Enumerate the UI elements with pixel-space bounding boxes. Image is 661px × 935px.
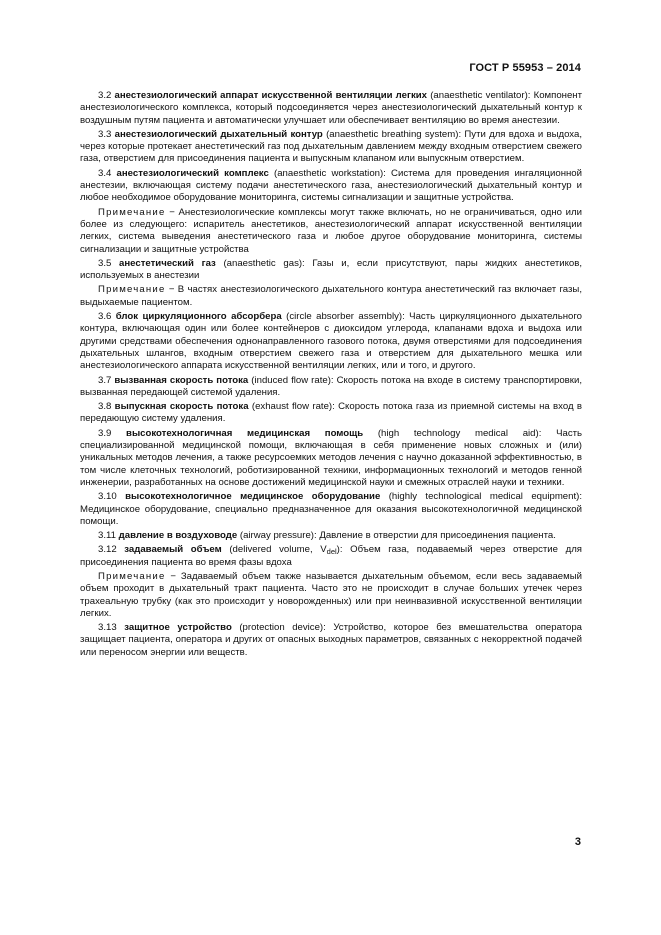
term-english: (highly technological medical equipment): xyxy=(388,491,583,503)
term-name: блок циркуляционного абсорбера xyxy=(115,311,282,323)
term-name: вызванная скорость потока xyxy=(114,374,249,386)
term-english: (exhaust flow rate): xyxy=(251,401,335,413)
term-name: анестезиологический комплекс xyxy=(116,167,269,179)
term-number: 3.9 xyxy=(98,427,112,439)
term-definition: Скорость потока на входе в систему транспортировки, вызванная передающей системой удаления. xyxy=(80,374,582,398)
note-text: − Задаваемый объем также называется дыхательным объемом, если весь задаваемый объем проходит в дыхательный тракт пациента. Часто это не происходит в случае больших утечек через трахеальную трубку (как это происходит у новорожденных) или при неинвазивной искусственной вентиляции легких. xyxy=(80,570,582,619)
document-body xyxy=(80,90,582,661)
note-3-4 xyxy=(80,207,582,256)
term-name: высокотехнологичная медицинская помощь xyxy=(126,427,364,439)
term-name: выпускная скорость потока xyxy=(114,401,249,413)
term-english: (high technology medical aid): xyxy=(377,427,542,439)
term-definition: Устройство, которое без вмешательства оператора защищает пациента, оператора и других от опасных выходных параметров, связанных с некорректной подачей или переносом энергии или веществ. xyxy=(80,622,582,658)
term-number: 3.4 xyxy=(98,167,112,179)
term-name: защитное устройство xyxy=(124,622,232,634)
term-english: (circle absorber assembly): xyxy=(286,311,405,323)
note-label: Примечание xyxy=(98,284,166,296)
note-text: − Анестезиологические комплексы могут также включать, но не ограничиваться, одно или более из следующего: испаритель анестетиков, анестезиологический аппарат искусственной вентиляции легких, система выведения анестетического газа и любое другое оборудование мониторинга, системы сигнализации и защитные устройства xyxy=(80,206,582,255)
term-number: 3.6 xyxy=(98,311,112,323)
term-entry-3-6 xyxy=(80,311,582,372)
term-english: (airway pressure): xyxy=(239,530,317,542)
note-3-12 xyxy=(80,571,582,620)
note-label: Примечание xyxy=(98,206,166,218)
term-number: 3.8 xyxy=(98,401,112,413)
term-english: (anaesthetic gas): xyxy=(223,257,305,269)
term-number: 3.12 xyxy=(98,544,117,556)
term-definition: Пути для вдоха и выдоха, через которые протекает анестетический газ под дыхательным давлением между входным отверстием свежего газа, отверстием для присоединения пациента и выпускным клапаном или выпускным отверстием. xyxy=(80,128,582,165)
note-label: Примечание xyxy=(98,570,166,582)
term-english: (anaesthetic breathing system): xyxy=(326,128,462,140)
term-name: давление в воздуховоде xyxy=(118,530,238,542)
term-definition: Газы и, если присутствуют, пары жидких анестетиков, используемых в анестезии xyxy=(80,257,583,282)
page-number: 3 xyxy=(574,836,581,848)
term-name: задаваемый объем xyxy=(124,544,222,556)
note-3-5 xyxy=(80,284,582,309)
term-entry-3-5 xyxy=(80,258,582,283)
term-entry-3-10 xyxy=(80,491,582,528)
term-definition: Система для проведения ингаляционной анестезии, включающая систему подачи анестетического газа, анестезиологический дыхательный контур и любое необходимое оборудование мониторинга, системы сигнализации и защитные устройства. xyxy=(80,167,583,204)
term-name: анестезиологический аппарат искусственной вентиляции легких xyxy=(114,90,428,101)
term-entry-3-9 xyxy=(80,428,582,489)
term-entry-3-13 xyxy=(80,622,582,659)
term-definition: Часть циркуляционного дыхательного контура, включающая один или более контейнеров с диоксидом углерода, клапанами вдоха и выдоха или другими средствами обеспечения однонаправленного газового потока, двумя отверстиями для подсоединения дыхательных шлангов, входным отверстием свежего газа и отверстием для дыхательного мешка или анестезиологического аппарата искусственной вентиляции легких, или и того, и другого. xyxy=(80,311,582,372)
term-entry-3-11 xyxy=(80,530,582,542)
term-definition: Компонент анестезиологического комплекса, который подсоединяется через анестезиологический дыхательный контур к воздушным путям пациента и автоматически улучшает или обеспечивает вентиляцию во время анестезии. xyxy=(80,90,582,126)
term-entry-3-4 xyxy=(80,168,582,205)
term-name: высокотехнологичное медицинское оборудование xyxy=(125,491,381,503)
term-entry-3-7 xyxy=(80,375,582,400)
term-english: (anaesthetic workstation): xyxy=(274,167,386,179)
term-name: анестезиологический дыхательный контур xyxy=(114,128,323,140)
term-entry-3-2 xyxy=(80,90,582,127)
term-english: (protection device): xyxy=(239,622,326,634)
term-number: 3.13 xyxy=(98,622,117,634)
term-definition: Медицинское оборудование, специально предназначенное для оказания высокотехнологичной медицинской помощи. xyxy=(80,503,582,527)
term-english: (anaesthetic ventilator): xyxy=(430,90,531,101)
term-english: (induced flow rate): xyxy=(251,374,334,386)
term-english-subscript: del xyxy=(326,547,337,557)
term-number: 3.11 xyxy=(98,530,116,542)
term-english: (delivered volume, V xyxy=(229,544,327,556)
term-number: 3.2 xyxy=(98,90,112,101)
term-english-close: ): xyxy=(336,544,343,556)
document-header: ГОСТ Р 55953 – 2014 xyxy=(469,62,581,74)
term-number: 3.10 xyxy=(98,491,117,503)
note-text: − В частях анестезиологического дыхательного контура анестетический газ включает газы, выдыхаемые пациентом. xyxy=(80,284,582,308)
term-name: анестетический газ xyxy=(119,257,216,269)
term-number: 3.7 xyxy=(98,374,112,386)
term-entry-3-3 xyxy=(80,129,582,166)
term-definition: Давление в отверстии для присоединения пациента. xyxy=(316,530,556,542)
term-entry-3-12 xyxy=(80,544,582,569)
term-entry-3-8 xyxy=(80,401,582,426)
term-definition: Часть специализированной медицинской помощи, включающая в себя применение новых сложных и (или) уникальных методов лечения, а также ресурсоемких методов лечения с научно доказанной эффективностью, в том числе клеточных технологий, роботизированной техники, информационных технологий и методов генной инженерии, разработанных на основе достижений медицинской науки и смежных отраслей науки и техники. xyxy=(80,427,583,488)
term-definition: Скорость потока газа из приемной системы на вход в передающую систему удаления. xyxy=(80,401,582,425)
term-number: 3.3 xyxy=(98,128,112,140)
term-number: 3.5 xyxy=(98,257,112,269)
term-definition: Объем газа, подаваемый через отверстие для присоединения пациента во время фазы вдоха xyxy=(80,544,582,568)
